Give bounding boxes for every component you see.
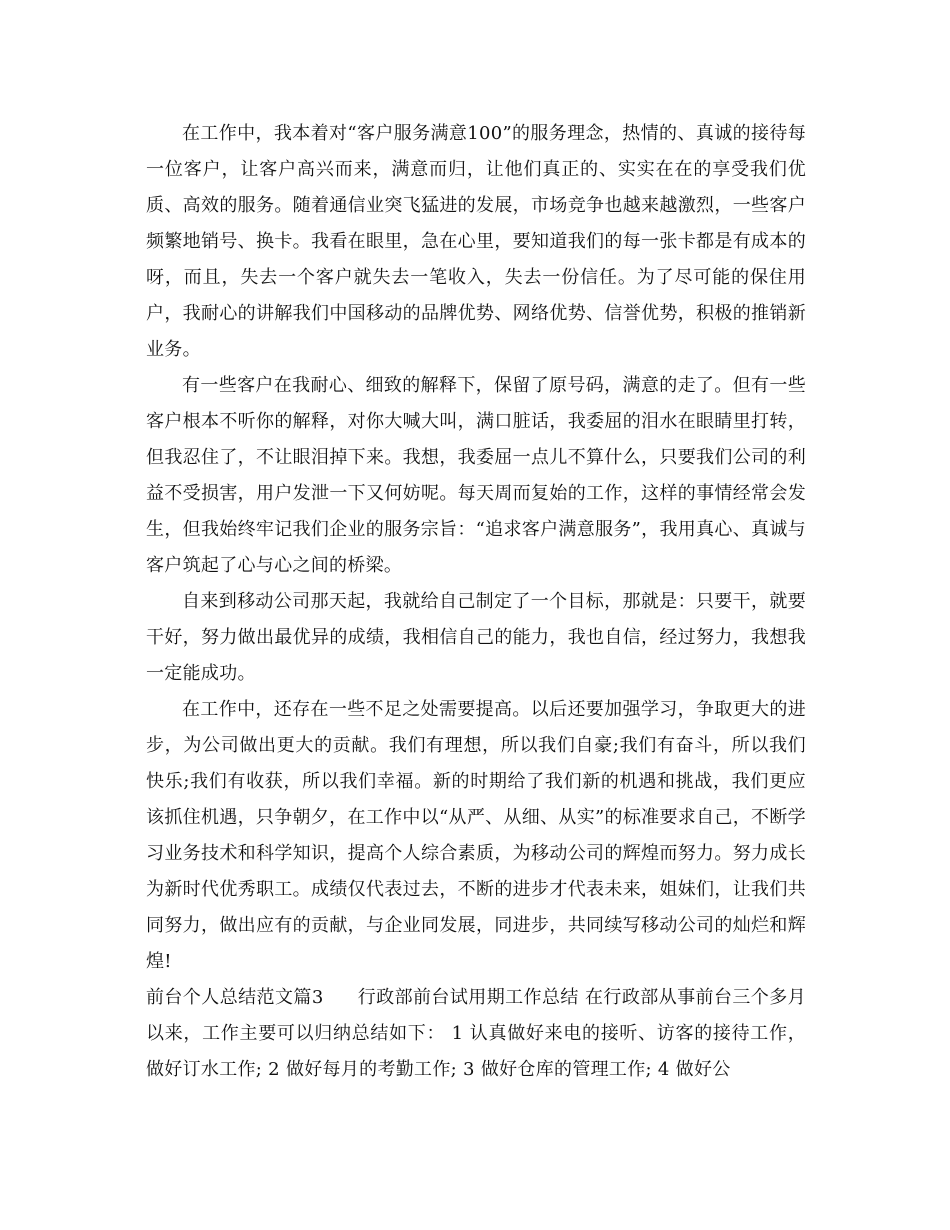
document-page — [146, 116, 806, 1088]
paragraph-4: 在工作中，还存在一些不足之处需要提高。以后还要加强学习，争取更大的进步，为公司做出更大的贡献。我们有理想，所以我们自豪;我们有奋斗，所以我们快乐;我们有收获，所以我们幸福。新的时期给了我们新的机遇和挑战，我们更应该抓住机遇，只争朝夕，在工作中以“从严、从细、从实”的标准要求自己，不断学习业务技术和科学知识，提高个人综合素质，为移动公司的辉煌而努力。努力成长为新时代优秀职工。成绩仅代表过去，不断的进步才代表未来，姐妹们，让我们共同努力，做出应有的贡献，与企业同发展，同进步，共同续写移动公司的灿烂和辉煌! — [146, 699, 806, 972]
paragraph-2: 有一些客户在我耐心、细致的解释下，保留了原号码，满意的走了。但有一些客户根本不听你的解释，对你大喊大叫，满口脏话，我委屈的泪水在眼睛里打转，但我忍住了，不让眼泪掉下来。我想，我委屈一点儿不算什么，只要我们公司的利益不受损害，用户发泄一下又何妨呢。每天周而复始的工作，这样的事情经常会发生，但我始终牢记我们企业的服务宗旨：“追求客户满意服务”，我用真心、真诚与客户筑起了心与心之间的桥梁。 — [146, 375, 806, 576]
paragraph-1: 在工作中，我本着对“客户服务满意100”的服务理念，热情的、真诚的接待每一位客户，让客户高兴而来，满意而归，让他们真正的、实实在在的享受我们优质、高效的服务。随着通信业突飞猛进的发展，市场竞争也越来越激烈，一些客户频繁地销号、换卡。我看在眼里，急在心里，要知道我们的每一张卡都是有成本的呀，而且，失去一个客户就失去一笔收入，失去一份信任。为了尽可能的保住用户，我耐心的讲解我们中国移动的品牌优势、网络优势、信誉优势，积极的推销新业务。 — [146, 123, 806, 360]
section-body: 行政部前台试用期工作总结 在行政部从事前台三个多月以来，工作主要可以归纳总结如下： 1 认真做好来电的接听、访客的接待工作，做好订水工作; 2 做好每月的考勤工作; 3 做好仓库的管理工作; 4 做好公 — [146, 987, 806, 1080]
section-title: 前台个人总结范文篇3 — [146, 987, 324, 1008]
section-paragraph — [146, 980, 806, 1088]
paragraph-3: 自来到移动公司那天起，我就给自己制定了一个目标，那就是：只要干，就要干好，努力做出最优异的成绩，我相信自己的能力，我也自信，经过努力，我想我一定能成功。 — [146, 591, 806, 684]
